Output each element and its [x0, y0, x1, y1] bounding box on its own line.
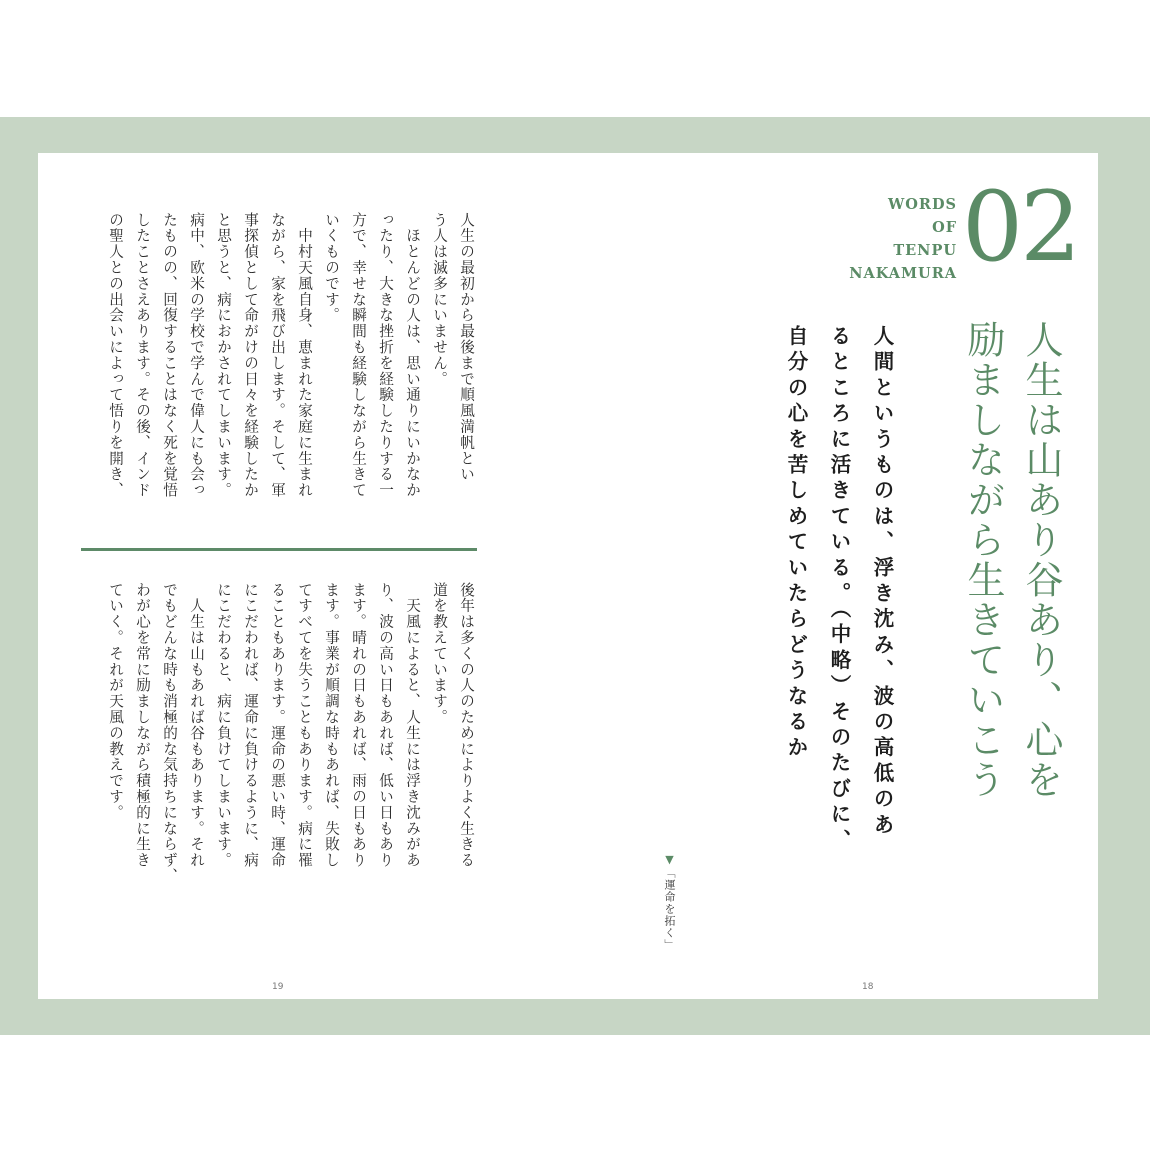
- body-text-bottom: 後年は多くの人のためによりよく生きる 道を教えています。 天風によると、人生には浮き沈みがあ り、波の高い日もあれば、低い日もあり ます。晴れの日もあれば、雨の日もあり ます。事業が順調な時もあれば、失敗し てすべてを失うこともあります。病に罹 ることもあります。運命の悪い時、運命 にこだわれば、運命に負けるように、病 にこだわると、病に負けてしまいます。 人生は山もあれば谷もあります。それ でもどんな時も消極的な気持ちにならず、 わが心を常に励ましながら積極的に生き ていく。それが天風の教えです。: [107, 582, 475, 885]
- section-divider: [81, 548, 477, 551]
- entry-number: 02: [962, 171, 1079, 283]
- lead-quote: 人間というものは、浮き沈み、波の高低のあ るところに活きている。（中略）そのたびに、 自分の心を苦しめていたらどうなるか: [784, 325, 894, 855]
- series-label-line: OF: [932, 219, 957, 236]
- source-text: 「運命を拓く」: [663, 867, 676, 951]
- headline: 人生は山あり谷あり、心を 励ましながら生きていこう: [961, 320, 1063, 800]
- series-label: [822, 193, 957, 285]
- series-label-line: WORDS: [887, 196, 957, 213]
- page-number-right: 18: [862, 982, 874, 992]
- body-text-top: 人生の最初から最後まで順風満帆とい う人は滅多にいません。 ほとんどの人は、思い通りにいかなか ったり、大きな挫折を経験したりする一 方で、幸せな瞬間も経験しながら生きて いくものです。 中村天風自身、恵まれた家庭に生まれ ながら、家を飛び出します。そして、軍 事探偵として命がけの日々を経験したか と思うと、病におかされてしまいます。 病中、欧米の学校で学んで偉人にも会っ たものの、回復することはなく死を覚悟 したことさえあります。その後、インド の聖人との出会いによって悟りを開き、: [107, 212, 475, 499]
- source-citation: [663, 825, 690, 951]
- series-label-line: NAKAMURA: [849, 265, 957, 282]
- page-number-left: 19: [272, 982, 284, 992]
- triangle-marker-icon: ▼: [663, 853, 676, 867]
- series-label-line: TENPU: [893, 242, 957, 259]
